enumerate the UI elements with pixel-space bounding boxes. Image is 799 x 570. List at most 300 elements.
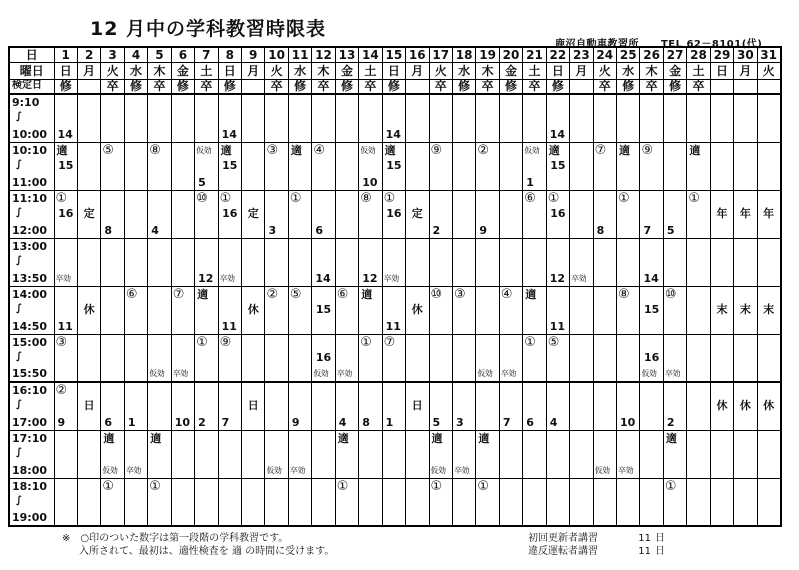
schedule-cell bbox=[429, 430, 452, 478]
weekday-cell: 火 bbox=[429, 62, 452, 79]
cell-mark: 15 bbox=[386, 158, 402, 172]
exam-day-cell: 修 bbox=[663, 79, 686, 94]
day-number-cell: 1 bbox=[54, 47, 77, 62]
schedule-cell bbox=[148, 478, 171, 526]
schedule-cell bbox=[242, 94, 265, 142]
summary-value: 11 bbox=[638, 546, 651, 557]
schedule-cell bbox=[148, 94, 171, 142]
day-number-cell: 27 bbox=[663, 47, 686, 62]
day-number-cell: 23 bbox=[570, 47, 593, 62]
schedule-cell bbox=[640, 382, 663, 430]
schedule-cell bbox=[546, 382, 569, 430]
lecture-number: 12 bbox=[549, 271, 565, 285]
schedule-cell bbox=[523, 382, 546, 430]
exam-day-cell: 修 bbox=[452, 79, 475, 94]
schedule-cell bbox=[288, 142, 311, 190]
weekday-cell: 木 bbox=[640, 62, 663, 79]
schedule-cell bbox=[242, 334, 265, 382]
schedule-cell bbox=[218, 334, 241, 382]
first-stage-lecture: ① bbox=[149, 478, 161, 494]
cell-mark: 休 bbox=[247, 302, 259, 316]
schedule-cell bbox=[523, 430, 546, 478]
lecture-number: 3 bbox=[268, 223, 277, 237]
schedule-cell bbox=[406, 94, 429, 142]
cell-mark: 15 bbox=[222, 158, 238, 172]
schedule-cell bbox=[570, 190, 593, 238]
effect-note: 仮効 bbox=[360, 145, 376, 155]
schedule-cell bbox=[546, 286, 569, 334]
weekday-cell: 日 bbox=[54, 62, 77, 79]
exam-day-cell: 卒 bbox=[523, 79, 546, 94]
exam-day-cell: 修 bbox=[218, 79, 241, 94]
weekday-cell: 水 bbox=[452, 62, 475, 79]
schedule-cell bbox=[288, 478, 311, 526]
schedule-cell bbox=[734, 238, 757, 286]
schedule-cell bbox=[523, 94, 546, 142]
schedule-cell bbox=[476, 238, 499, 286]
schedule-cell bbox=[242, 286, 265, 334]
schedule-cell bbox=[523, 190, 546, 238]
schedule-cell bbox=[499, 334, 522, 382]
summary-unit: 日 bbox=[655, 533, 665, 544]
schedule-cell bbox=[265, 430, 288, 478]
page-title: 12 月中の学科教習時限表 bbox=[90, 18, 327, 40]
schedule-cell bbox=[429, 190, 452, 238]
schedule-cell bbox=[148, 238, 171, 286]
weekday-cell: 火 bbox=[265, 62, 288, 79]
schedule-cell bbox=[523, 334, 546, 382]
first-stage-lecture: ② bbox=[55, 383, 68, 398]
lecture-number: 10 bbox=[174, 415, 190, 429]
cell-mark: 16 bbox=[222, 206, 238, 220]
schedule-cell bbox=[359, 478, 382, 526]
day-number-cell: 22 bbox=[546, 47, 569, 62]
effect-note: 卒効 bbox=[453, 465, 469, 475]
schedule-cell bbox=[617, 478, 640, 526]
schedule-cell bbox=[640, 238, 663, 286]
time-start: 11:10 bbox=[12, 191, 48, 205]
schedule-cell bbox=[218, 238, 241, 286]
lecture-number: 11 bbox=[221, 319, 237, 333]
schedule-cell bbox=[171, 382, 194, 430]
schedule-cell bbox=[288, 238, 311, 286]
schedule-cell bbox=[734, 334, 757, 382]
schedule-cell bbox=[687, 190, 710, 238]
time-end: 19:00 bbox=[12, 511, 48, 524]
first-stage-lecture: ① bbox=[289, 190, 302, 206]
schedule-cell bbox=[546, 478, 569, 526]
schedule-cell bbox=[312, 190, 335, 238]
cell-mark: 休 bbox=[739, 399, 751, 412]
lecture-number: 2 bbox=[666, 415, 675, 429]
schedule-cell bbox=[242, 382, 265, 430]
cell-mark: 末 bbox=[739, 302, 751, 316]
schedule-cell bbox=[570, 142, 593, 190]
first-stage-lecture: ① bbox=[664, 478, 677, 494]
schedule-cell bbox=[101, 286, 124, 334]
schedule-cell bbox=[499, 382, 522, 430]
schedule-cell bbox=[335, 238, 358, 286]
first-stage-lecture: ⑧ bbox=[149, 142, 161, 158]
time-range-mark: ∫ bbox=[16, 399, 23, 410]
exam-day-cell: 卒 bbox=[195, 79, 218, 94]
first-stage-lecture: ⑤ bbox=[547, 334, 560, 350]
exam-day-cell: 卒 bbox=[359, 79, 382, 94]
schedule-cell bbox=[406, 190, 429, 238]
time-range-mark: ∫ bbox=[16, 446, 23, 458]
time-range-mark: ∫ bbox=[16, 206, 23, 218]
schedule-cell bbox=[359, 238, 382, 286]
time-range-mark: ∫ bbox=[16, 494, 23, 506]
schedule-cell bbox=[710, 382, 733, 430]
lecture-number: 12 bbox=[198, 271, 214, 285]
schedule-cell bbox=[406, 334, 429, 382]
first-stage-lecture: ⑥ bbox=[125, 286, 138, 302]
day-number-cell: 21 bbox=[523, 47, 546, 62]
day-number-cell: 12 bbox=[312, 47, 335, 62]
day-number-cell: 26 bbox=[640, 47, 663, 62]
schedule-cell bbox=[499, 142, 522, 190]
schedule-cell bbox=[710, 430, 733, 478]
effect-note: 卒効 bbox=[618, 465, 633, 475]
schedule-cell bbox=[734, 190, 757, 238]
day-number-cell: 17 bbox=[429, 47, 452, 62]
exam-day-cell: 卒 bbox=[429, 79, 452, 94]
schedule-cell bbox=[710, 142, 733, 190]
time-end: 17:00 bbox=[12, 415, 48, 429]
effect-note: 仮効 bbox=[524, 145, 540, 155]
effect-note: 卒効 bbox=[664, 369, 680, 378]
time-start: 15:00 bbox=[12, 335, 48, 349]
time-end: 14:50 bbox=[12, 319, 48, 333]
schedule-cell bbox=[265, 94, 288, 142]
first-stage-lecture: ⑧ bbox=[360, 190, 372, 206]
weekday-label: 曜日 bbox=[9, 62, 54, 79]
first-stage-lecture: ① bbox=[477, 478, 490, 494]
schedule-cell bbox=[77, 190, 100, 238]
schedule-cell bbox=[335, 94, 358, 142]
lecture-number: 5 bbox=[198, 175, 206, 189]
time-slot-row bbox=[9, 190, 781, 238]
schedule-cell bbox=[312, 478, 335, 526]
day-number-row bbox=[9, 47, 781, 62]
schedule-cell bbox=[359, 382, 382, 430]
lecture-number: 12 bbox=[362, 271, 378, 285]
schedule-cell bbox=[593, 190, 616, 238]
day-number-cell: 29 bbox=[710, 47, 733, 62]
summary-label: 違反運転者講習 bbox=[528, 546, 598, 557]
cell-mark: 16 bbox=[315, 350, 332, 364]
lecture-number: 3 bbox=[455, 415, 464, 429]
effect-note: 卒効 bbox=[125, 465, 141, 475]
time-label bbox=[9, 238, 54, 286]
schedule-cell bbox=[218, 478, 241, 526]
first-stage-lecture: ③ bbox=[453, 286, 466, 302]
schedule-cell bbox=[312, 334, 335, 382]
schedule-cell bbox=[77, 382, 100, 430]
schedule-cell bbox=[77, 430, 100, 478]
schedule-cell bbox=[148, 382, 171, 430]
effect-note: 卒効 bbox=[500, 369, 516, 378]
aptitude-test-mark: 適 bbox=[548, 143, 560, 157]
lecture-summary bbox=[528, 532, 665, 558]
aptitude-test-mark: 適 bbox=[478, 431, 490, 445]
weekday-cell: 土 bbox=[687, 62, 710, 79]
lecture-number: 11 bbox=[385, 319, 401, 333]
cell-mark: 年 bbox=[763, 206, 775, 220]
schedule-cell bbox=[593, 142, 616, 190]
schedule-cell bbox=[335, 142, 358, 190]
first-stage-lecture: ② bbox=[266, 286, 279, 302]
exam-day-cell bbox=[570, 79, 593, 94]
schedule-cell bbox=[335, 478, 358, 526]
weekday-cell: 日 bbox=[218, 62, 241, 79]
schedule-cell bbox=[710, 190, 733, 238]
weekday-cell: 木 bbox=[312, 62, 335, 79]
weekday-cell: 木 bbox=[476, 62, 499, 79]
schedule-cell bbox=[687, 94, 710, 142]
schedule-cell bbox=[171, 478, 194, 526]
lecture-number: 1 bbox=[127, 415, 136, 429]
schedule-cell bbox=[382, 286, 405, 334]
first-stage-lecture: ① bbox=[55, 190, 68, 206]
schedule-cell bbox=[452, 334, 475, 382]
schedule-cell bbox=[734, 382, 757, 430]
lecture-number: 4 bbox=[549, 415, 558, 429]
time-range-mark: ∫ bbox=[16, 350, 23, 362]
schedule-cell bbox=[757, 238, 780, 286]
schedule-cell bbox=[757, 94, 780, 142]
schedule-cell bbox=[640, 190, 663, 238]
cell-mark: 15 bbox=[58, 158, 74, 172]
schedule-cell bbox=[312, 286, 335, 334]
lecture-number: 2 bbox=[432, 223, 441, 237]
schedule-cell bbox=[687, 478, 710, 526]
schedule-cell bbox=[429, 94, 452, 142]
aptitude-test-mark: 適 bbox=[290, 143, 302, 157]
school-phone: TEL 62－8101(代) bbox=[660, 39, 763, 50]
lecture-number: 14 bbox=[315, 271, 331, 285]
schedule-cell bbox=[663, 478, 686, 526]
first-stage-lecture: ① bbox=[430, 478, 443, 494]
schedule-cell bbox=[218, 142, 241, 190]
schedule-cell bbox=[663, 382, 686, 430]
time-end: 10:00 bbox=[12, 127, 48, 141]
lecture-number: 1 bbox=[526, 175, 534, 189]
schedule-cell bbox=[77, 94, 100, 142]
aptitude-test-mark: 適 bbox=[689, 143, 701, 157]
exam-day-cell bbox=[757, 79, 780, 94]
first-stage-lecture: ⑧ bbox=[618, 286, 630, 302]
day-number-cell: 4 bbox=[124, 47, 147, 62]
lecture-number: 8 bbox=[596, 223, 605, 237]
exam-day-cell: 卒 bbox=[101, 79, 124, 94]
lecture-number: 10 bbox=[362, 175, 378, 189]
schedule-cell bbox=[54, 286, 77, 334]
schedule-cell bbox=[359, 142, 382, 190]
weekday-cell: 火 bbox=[593, 62, 616, 79]
lecture-number: 11 bbox=[57, 319, 73, 333]
cell-mark: 定 bbox=[247, 206, 259, 220]
schedule-cell bbox=[335, 382, 358, 430]
cell-mark: 末 bbox=[763, 302, 775, 316]
schedule-cell bbox=[335, 430, 358, 478]
aptitude-test-mark: 適 bbox=[384, 143, 396, 157]
schedule-cell bbox=[382, 478, 405, 526]
effect-note: 仮効 bbox=[430, 465, 446, 475]
schedule-cell bbox=[734, 430, 757, 478]
time-range-mark: ∫ bbox=[16, 254, 23, 266]
schedule-cell bbox=[640, 286, 663, 334]
time-label bbox=[9, 94, 54, 142]
time-range-mark: ∫ bbox=[16, 111, 23, 122]
first-stage-lecture: ⑨ bbox=[430, 142, 443, 158]
schedule-cell bbox=[452, 382, 475, 430]
time-label bbox=[9, 142, 54, 190]
summary-unit: 日 bbox=[655, 546, 665, 557]
effect-note: 卒効 bbox=[55, 273, 71, 283]
exam-day-cell bbox=[77, 79, 100, 94]
first-stage-lecture: ⑦ bbox=[594, 142, 607, 158]
summary-row bbox=[528, 532, 665, 545]
schedule-cell bbox=[663, 190, 686, 238]
weekday-cell: 土 bbox=[359, 62, 382, 79]
exam-day-cell: 卒 bbox=[476, 79, 499, 94]
schedule-cell bbox=[593, 286, 616, 334]
weekday-cell: 水 bbox=[288, 62, 311, 79]
schedule-cell bbox=[663, 142, 686, 190]
schedule-cell bbox=[757, 430, 780, 478]
aptitude-test-mark: 適 bbox=[337, 431, 349, 445]
schedule-cell bbox=[429, 382, 452, 430]
schedule-cell bbox=[312, 430, 335, 478]
time-label bbox=[9, 430, 54, 478]
exam-day-cell: 修 bbox=[288, 79, 311, 94]
schedule-cell bbox=[734, 94, 757, 142]
schedule-cell bbox=[288, 94, 311, 142]
exam-day-cell: 修 bbox=[382, 79, 405, 94]
first-stage-lecture: ① bbox=[360, 334, 372, 350]
schedule-cell bbox=[406, 478, 429, 526]
time-start: 16:10 bbox=[12, 384, 48, 397]
schedule-cell bbox=[476, 286, 499, 334]
schedule-cell bbox=[476, 478, 499, 526]
schedule-cell bbox=[265, 190, 288, 238]
weekday-cell: 火 bbox=[101, 62, 124, 79]
schedule-cell bbox=[499, 238, 522, 286]
schedule-cell bbox=[101, 142, 124, 190]
lecture-number: 7 bbox=[502, 415, 511, 429]
footnote-line-2: 入所されて、最初は、適性検査を 適 の時間に受けます。 bbox=[79, 546, 335, 557]
schedule-cell bbox=[382, 94, 405, 142]
effect-note: 仮効 bbox=[594, 465, 610, 475]
day-number-cell: 2 bbox=[77, 47, 100, 62]
schedule-cell bbox=[593, 430, 616, 478]
schedule-cell bbox=[757, 382, 780, 430]
schedule-cell bbox=[429, 142, 452, 190]
schedule-cell bbox=[452, 94, 475, 142]
schedule-cell bbox=[265, 238, 288, 286]
first-stage-lecture: ① bbox=[383, 190, 396, 206]
schedule-cell bbox=[195, 238, 218, 286]
schedule-cell bbox=[523, 286, 546, 334]
day-number-cell: 25 bbox=[617, 47, 640, 62]
cell-mark: 休 bbox=[763, 399, 775, 412]
effect-note: 卒効 bbox=[383, 273, 399, 283]
schedule-cell bbox=[570, 238, 593, 286]
first-stage-lecture: ⑩ bbox=[664, 286, 677, 302]
schedule-cell bbox=[101, 334, 124, 382]
first-stage-lecture: ① bbox=[196, 334, 208, 350]
first-stage-lecture: ① bbox=[336, 478, 349, 494]
weekday-row bbox=[9, 62, 781, 79]
day-number-cell: 18 bbox=[452, 47, 475, 62]
schedule-cell bbox=[570, 334, 593, 382]
schedule-cell bbox=[359, 190, 382, 238]
cell-mark: 休 bbox=[716, 399, 728, 412]
summary-row bbox=[528, 545, 665, 558]
schedule-cell bbox=[148, 430, 171, 478]
first-stage-lecture: ⑨ bbox=[641, 142, 654, 158]
schedule-cell bbox=[124, 190, 147, 238]
schedule-cell bbox=[265, 382, 288, 430]
exam-day-cell: 修 bbox=[335, 79, 358, 94]
schedule-cell bbox=[663, 238, 686, 286]
exam-day-cell: 修 bbox=[171, 79, 194, 94]
first-stage-lecture: ⑦ bbox=[172, 286, 185, 302]
schedule-cell bbox=[359, 334, 382, 382]
schedule-cell bbox=[77, 238, 100, 286]
schedule-cell bbox=[124, 382, 147, 430]
day-number-label: 日 bbox=[9, 47, 54, 62]
schedule-cell bbox=[570, 430, 593, 478]
schedule-cell bbox=[406, 238, 429, 286]
schedule-cell bbox=[570, 478, 593, 526]
schedule-cell bbox=[54, 190, 77, 238]
schedule-cell bbox=[757, 478, 780, 526]
footnote-line-1: ※ ○印のついた数字は第一段階の学科教習です。 bbox=[62, 533, 289, 544]
schedule-cell bbox=[288, 382, 311, 430]
schedule-cell bbox=[382, 430, 405, 478]
schedule-cell bbox=[101, 190, 124, 238]
exam-day-cell: 卒 bbox=[640, 79, 663, 94]
cell-mark: 休 bbox=[411, 302, 423, 316]
time-label bbox=[9, 478, 54, 526]
aptitude-test-mark: 適 bbox=[103, 431, 115, 445]
schedule-cell bbox=[218, 190, 241, 238]
time-start: 9:10 bbox=[12, 96, 40, 109]
schedule-cell bbox=[452, 430, 475, 478]
aptitude-test-mark: 適 bbox=[525, 287, 537, 301]
schedule-cell bbox=[546, 238, 569, 286]
schedule-cell bbox=[148, 334, 171, 382]
effect-note: 仮効 bbox=[641, 369, 657, 378]
time-end: 18:00 bbox=[12, 463, 48, 477]
schedule-cell bbox=[218, 382, 241, 430]
time-label bbox=[9, 286, 54, 334]
day-number-cell: 28 bbox=[687, 47, 710, 62]
schedule-cell bbox=[429, 238, 452, 286]
cell-mark: 16 bbox=[644, 350, 660, 364]
schedule-cell bbox=[312, 94, 335, 142]
exam-day-cell: 卒 bbox=[265, 79, 288, 94]
lecture-number: 14 bbox=[549, 127, 565, 141]
day-number-cell: 9 bbox=[242, 47, 265, 62]
lecture-number: 1 bbox=[385, 415, 394, 429]
day-number-cell: 10 bbox=[265, 47, 288, 62]
schedule-cell bbox=[382, 382, 405, 430]
schedule-cell bbox=[265, 478, 288, 526]
